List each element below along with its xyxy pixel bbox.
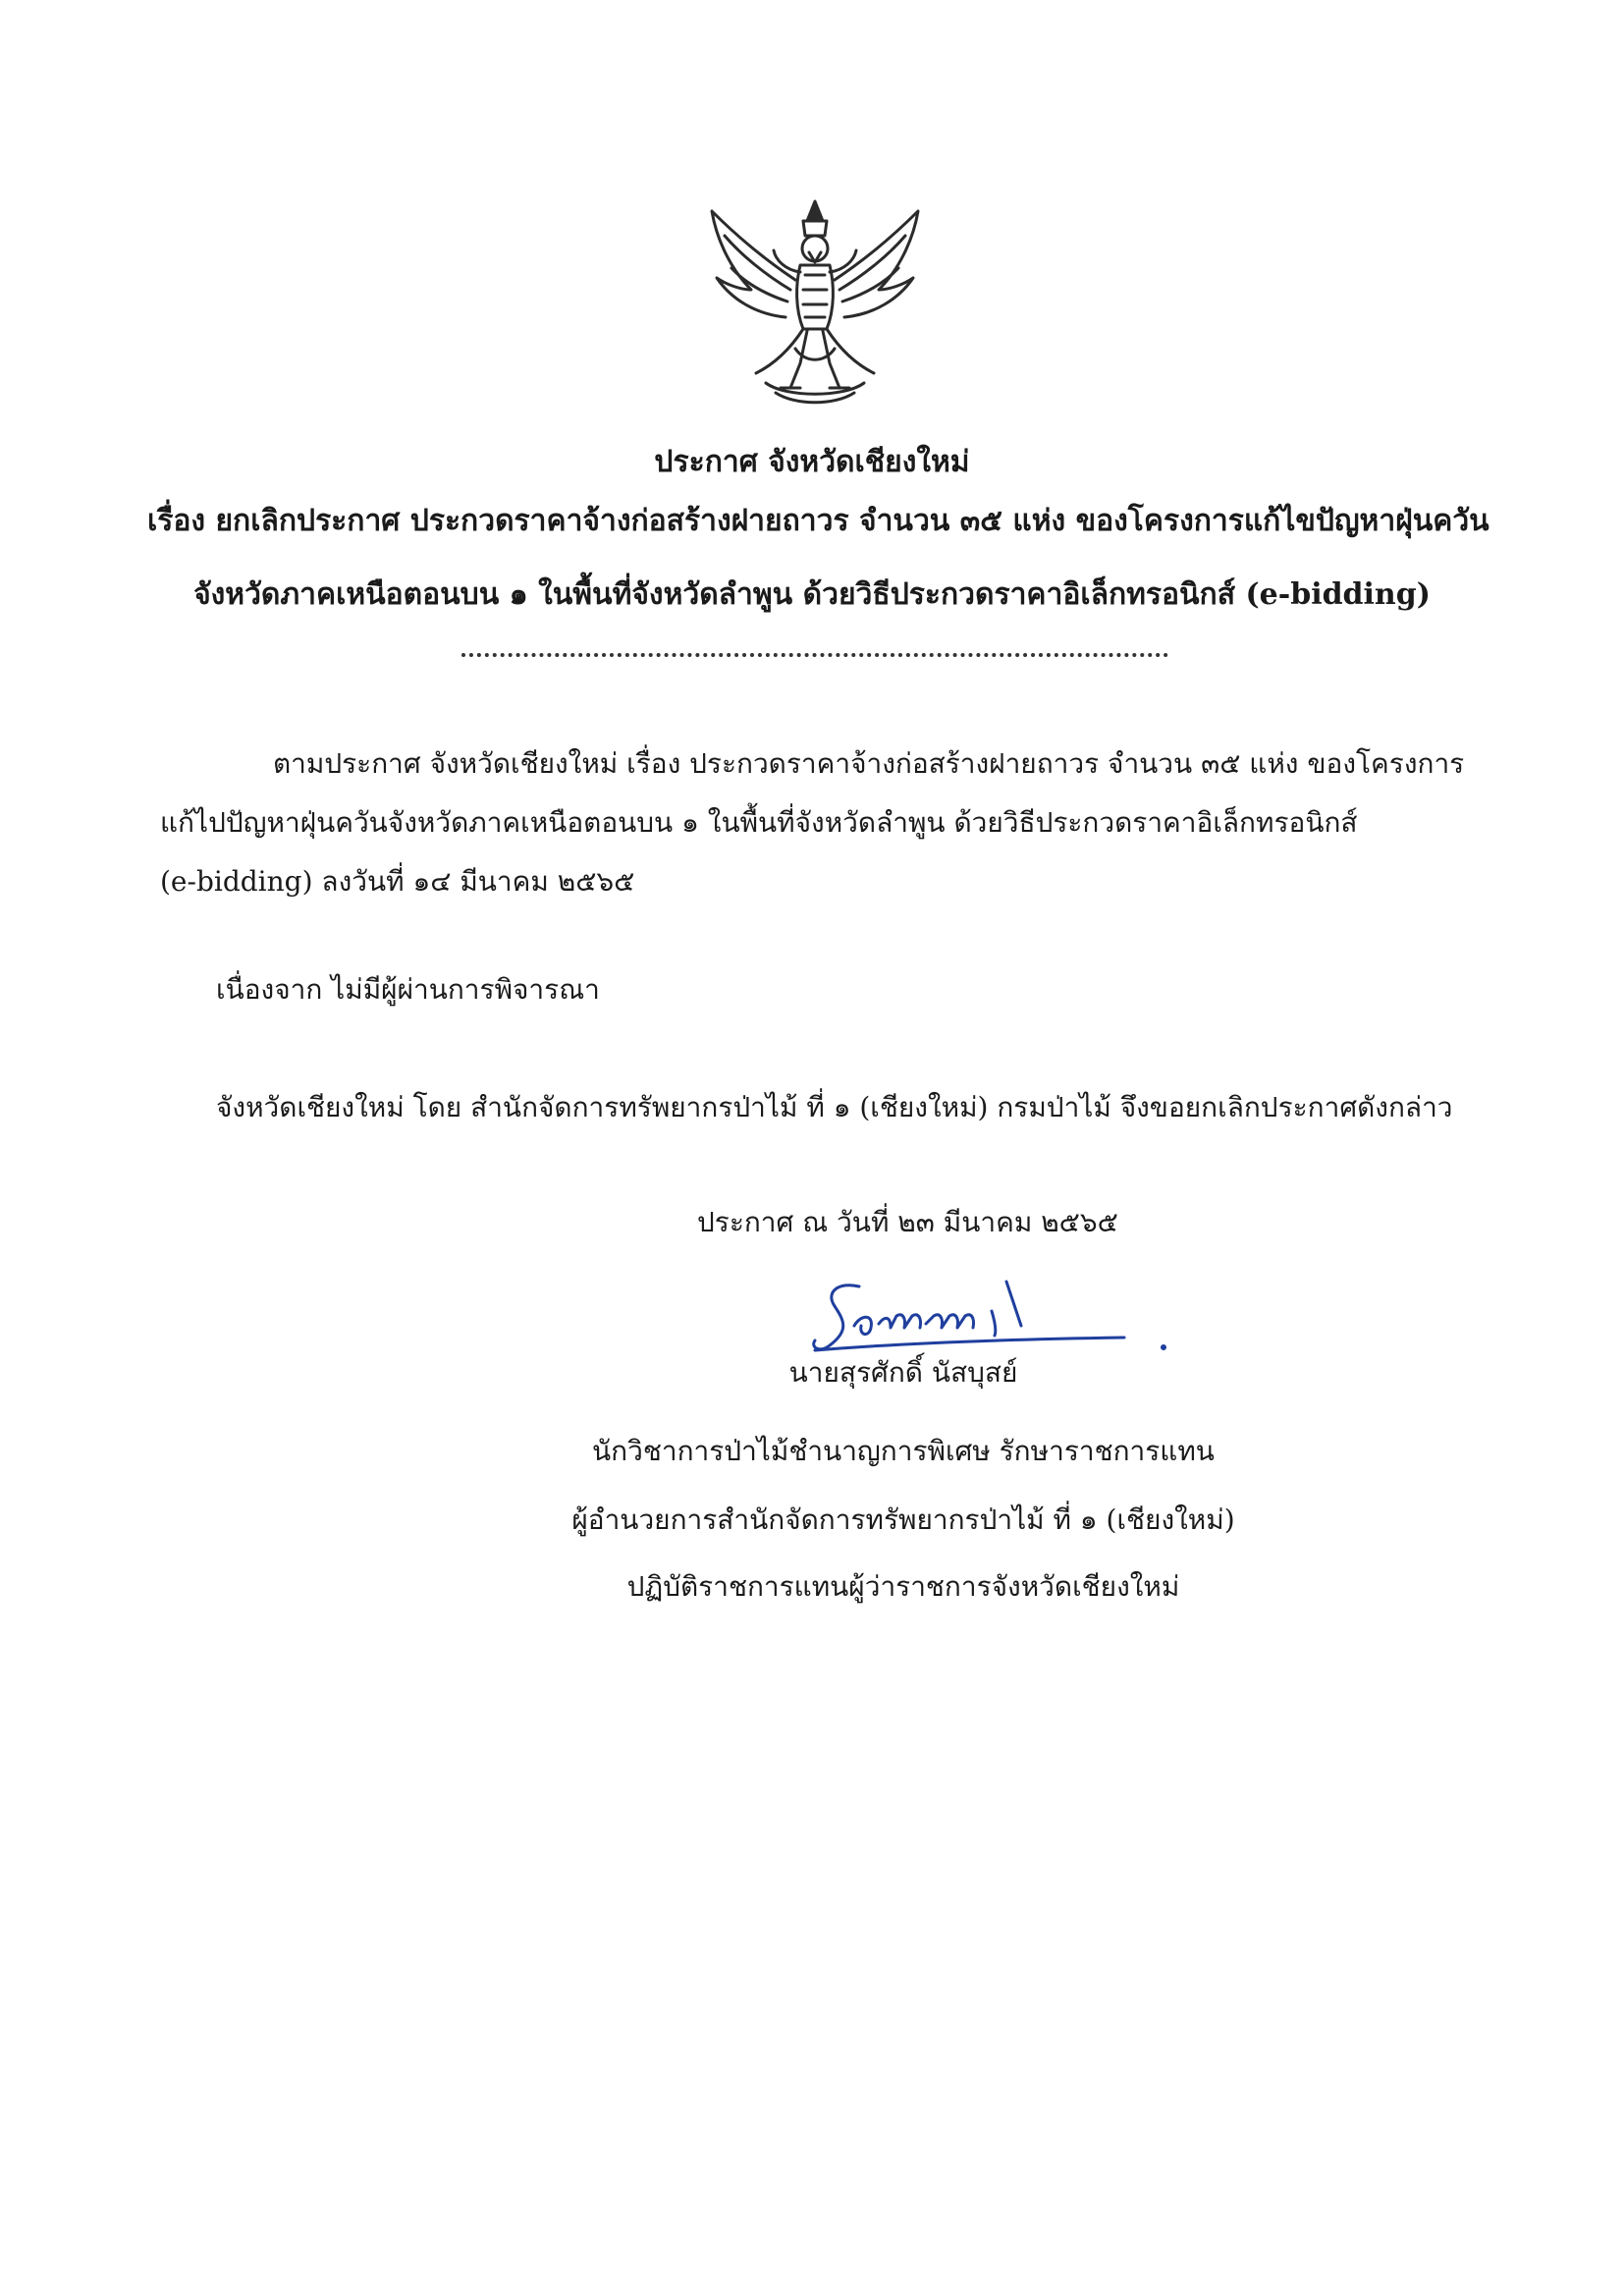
handwritten-signature	[800, 1267, 1173, 1365]
body-paragraph-line2: แก้ไปปัญหาฝุ่นควันจังหวัดภาคเหนือตอนบน ๑ ในพื้นที่จังหวัดลำพูน ด้วยวิธีประกวดราคาอิเล็กทรอนิกส์	[160, 806, 1358, 839]
signatory-position-line2: ผู้อำนวยการสำนักจัดการทรัพยากรป่าไม้ ที่ ๑ (เชียงใหม่)	[571, 1503, 1235, 1536]
action-paragraph: จังหวัดเชียงใหม่ โดย สำนักจัดการทรัพยากรป่าไม้ ที่ ๑ (เชียงใหม่) กรมป่าไม้ จึงขอยกเลิกประกาศดังกล่าว	[216, 1091, 1453, 1123]
announcement-date: ประกาศ ณ วันที่ ๒๓ มีนาคม ๒๕๖๕	[697, 1206, 1118, 1238]
body-paragraph-line3: (e-bidding) ลงวันที่ ๑๔ มีนาคม ๒๕๖๕	[160, 865, 635, 898]
garuda-emblem-icon	[697, 191, 933, 412]
announcement-subject-line1: เรื่อง ยกเลิกประกาศ ประกวดราคาจ้างก่อสร้างฝายถาวร จำนวน ๓๕ แห่ง ของโครงการแก้ไขปัญหาฝุ่นควัน	[147, 504, 1489, 538]
body-paragraph-line1: ตามประกาศ จังหวัดเชียงใหม่ เรื่อง ประกวดราคาจ้างก่อสร้างฝายถาวร จำนวน ๓๕ แห่ง ของโครงการ	[273, 747, 1465, 780]
announcement-subject-line2: จังหวัดภาคเหนือตอนบน ๑ ในพื้นที่จังหวัดลำพูน ด้วยวิธีประกวดราคาอิเล็กทรอนิกส์ (e-bidding)	[193, 577, 1431, 612]
signatory-position-line3: ปฏิบัติราชการแทนผู้ว่าราชการจังหวัดเชียงใหม่	[626, 1570, 1180, 1603]
signatory-position-line1: นักวิชาการป่าไม้ชำนาญการพิเศษ รักษาราชการแทน	[592, 1435, 1215, 1467]
dotted-divider	[461, 653, 1168, 657]
announcement-title: ประกาศ จังหวัดเชียงใหม่	[654, 445, 970, 479]
signatory-name: นายสุรศักดิ์ นัสบุสย์	[788, 1356, 1018, 1389]
reason-paragraph: เนื่องจาก ไม่มีผู้ผ่านการพิจารณา	[216, 973, 600, 1006]
